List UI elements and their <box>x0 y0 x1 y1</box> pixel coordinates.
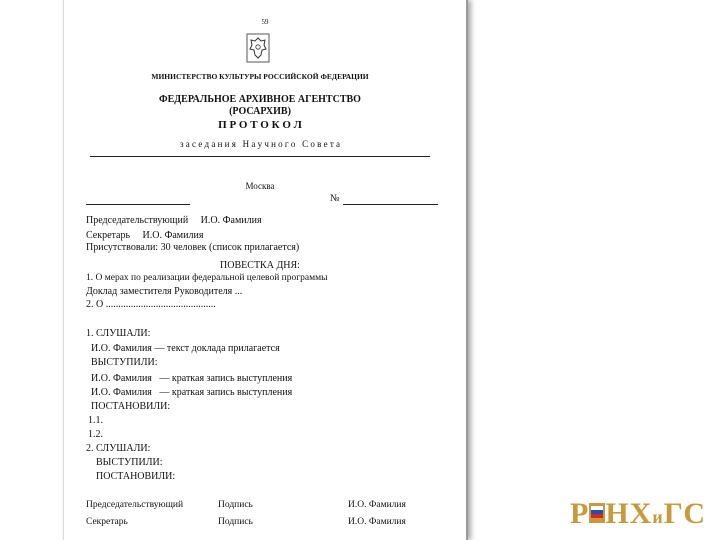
section1-resolved: ПОСТАНОВИЛИ: <box>91 401 171 412</box>
signature-name: И.О. Фамилия <box>348 500 406 510</box>
section1-heard: 1. СЛУШАЛИ: <box>86 328 151 339</box>
document-title: П Р О Т О К О Л <box>218 119 302 131</box>
page-number: 59 <box>261 18 269 26</box>
agenda-item: 2. О ............................................ <box>86 299 216 310</box>
signature-sign: Подпись <box>218 500 253 510</box>
section1-spoke: ВЫСТУПИЛИ: <box>91 357 158 368</box>
city-label: Москва <box>245 181 275 191</box>
title-underline <box>90 156 430 157</box>
agency-abbr: (РОСАРХИВ) <box>229 106 291 117</box>
ministry-name: МИНИСТЕРСТВО КУЛЬТУРЫ РОССИЙСКОЙ ФЕДЕРАЦИИ <box>151 72 369 81</box>
signature-sign: Подпись <box>218 517 253 527</box>
section2-spoke: ВЫСТУПИЛИ: <box>96 457 163 468</box>
agency-name: ФЕДЕРАЛЬНОЕ АРХИВНОЕ АГЕНТСТВО <box>159 94 361 105</box>
present-line: Присутствовали: 30 человек (список прилагается) <box>86 242 300 253</box>
section1-heard-item: И.О. Фамилия — текст доклада прилагается <box>91 343 280 354</box>
agenda-title: ПОВЕСТКА ДНЯ: <box>220 260 300 271</box>
logo-small-letter: и <box>652 507 664 527</box>
agenda-item: Доклад заместителя Руководителя ... <box>86 286 243 297</box>
signature-name: И.О. Фамилия <box>348 517 406 527</box>
section1-spoke-item: И.О. Фамилия — краткая запись выступления <box>91 373 293 384</box>
russian-flag-icon <box>589 503 605 523</box>
left-margin <box>0 0 63 540</box>
section2-heard: 2. СЛУШАЛИ: <box>86 443 151 454</box>
section2-resolved: ПОСТАНОВИЛИ: <box>96 471 176 482</box>
logo-letters: ГС <box>663 497 707 530</box>
agenda-item: 1. О мерах по реализации федеральной целевой программы <box>86 273 328 283</box>
signature-role: Председательствующий <box>86 500 184 510</box>
number-line <box>343 204 438 205</box>
coat-of-arms-icon <box>246 33 270 63</box>
logo-letters: НХ <box>605 497 653 530</box>
number-label: № <box>330 193 340 204</box>
secretary-line: Секретарь И.О. Фамилия <box>86 230 204 241</box>
logo-letter: Р <box>570 497 590 530</box>
signature-role: Секретарь <box>86 517 128 527</box>
document-subtitle: з а с е д а н и я Н а у ч н о г о С о в е т а <box>179 139 341 149</box>
section1-point: 1.2. <box>88 429 103 440</box>
chairman-line: Председательствующий И.О. Фамилия <box>86 215 262 226</box>
ranhigs-logo <box>570 497 706 534</box>
date-line <box>86 204 190 205</box>
section1-spoke-item: И.О. Фамилия — краткая запись выступления <box>91 387 293 398</box>
section1-point: 1.1. <box>88 415 103 426</box>
